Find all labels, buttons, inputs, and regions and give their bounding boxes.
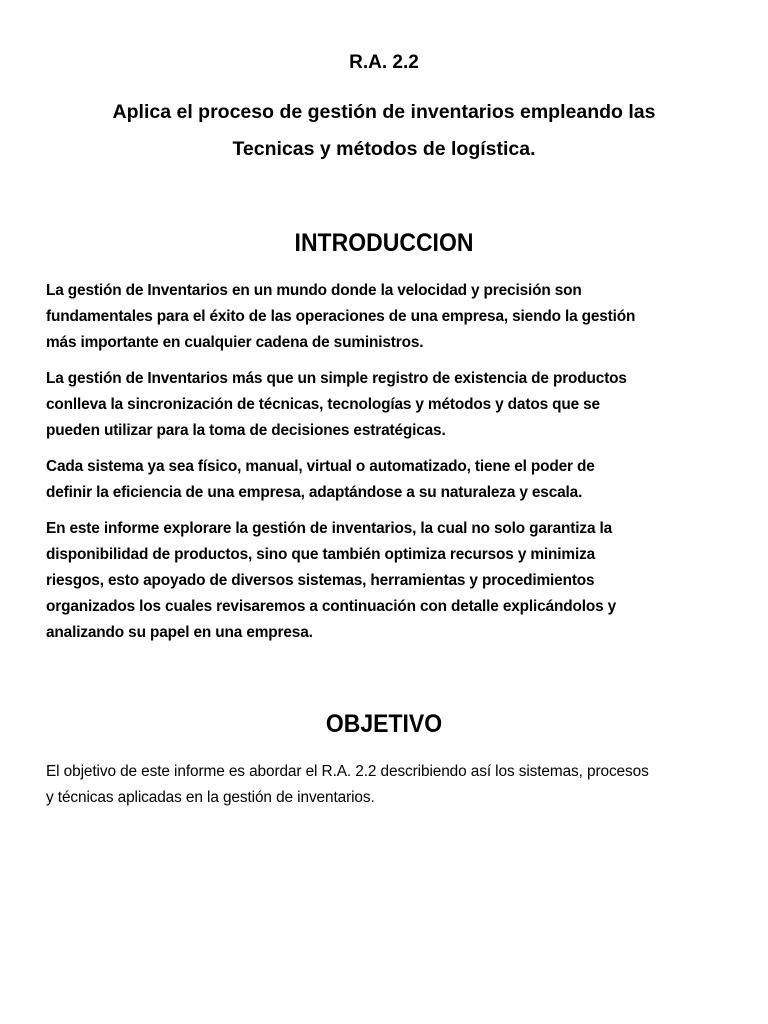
document-title-line: Tecnicas y métodos de logística. xyxy=(232,138,536,160)
paragraph-line: pueden utilizar para la toma de decisiones estratégicas. xyxy=(46,422,446,439)
paragraph-line: El objetivo de este informe es abordar el R.A. 2.2 describiendo así los sistemas, procesos xyxy=(46,763,649,780)
document-title-line: Aplica el proceso de gestión de inventarios empleando las xyxy=(112,101,656,123)
paragraph-line: En este informe explorare la gestión de inventarios, la cual no solo garantiza la xyxy=(46,520,613,537)
paragraph-line: y técnicas aplicadas en la gestión de inventarios. xyxy=(46,789,375,806)
paragraph-line: más importante en cualquier cadena de suministros. xyxy=(46,334,424,351)
introduction-paragraph xyxy=(46,366,736,444)
introduction-paragraph xyxy=(46,454,736,506)
introduction-heading: INTRODUCCION xyxy=(294,229,474,257)
introduction-paragraph xyxy=(46,516,736,646)
objective-paragraph xyxy=(46,759,736,811)
paragraph-line: riesgos, esto apoyado de diversos sistemas, herramientas y procedimientos xyxy=(46,572,595,589)
paragraph-line: Cada sistema ya sea físico, manual, virtual o automatizado, tiene el poder de xyxy=(46,458,595,475)
paragraph-line: definir la eficiencia de una empresa, adaptándose a su naturaleza y escala. xyxy=(46,484,583,501)
paragraph-line: fundamentales para el éxito de las operaciones de una empresa, siendo la gestión xyxy=(46,308,636,325)
paragraph-line: La gestión de Inventarios en un mundo donde la velocidad y precisión son xyxy=(46,282,582,299)
paragraph-line: organizados los cuales revisaremos a continuación con detalle explicándolos y xyxy=(46,598,617,615)
learning-outcome-code: R.A. 2.2 xyxy=(349,52,419,73)
paragraph-line: conlleva la sincronización de técnicas, tecnologías y métodos y datos que se xyxy=(46,396,600,413)
paragraph-line: analizando su papel en una empresa. xyxy=(46,624,313,641)
document-title xyxy=(40,94,728,168)
paragraph-line: disponibilidad de productos, sino que también optimiza recursos y minimiza xyxy=(46,546,596,563)
introduction-paragraph xyxy=(46,278,736,356)
introduction-body xyxy=(46,278,736,656)
objective-heading: OBJETIVO xyxy=(325,710,443,738)
paragraph-line: La gestión de Inventarios más que un simple registro de existencia de productos xyxy=(46,370,627,387)
